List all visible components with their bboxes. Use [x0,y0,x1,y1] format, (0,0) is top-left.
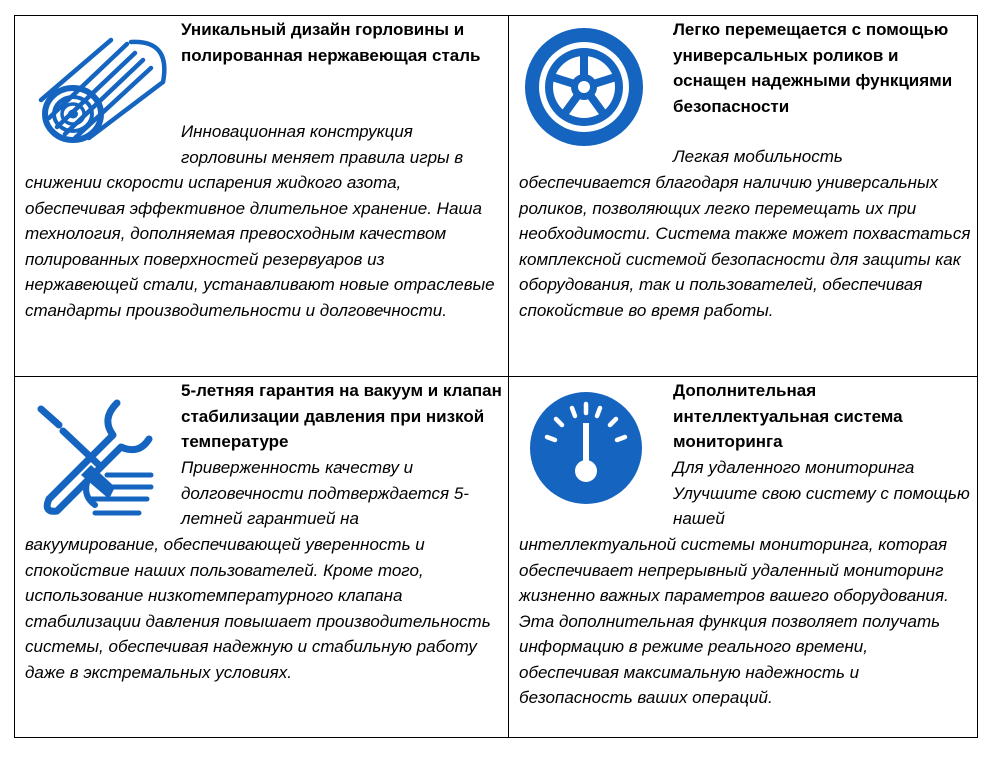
features-table [14,15,978,738]
feature-body-text: обеспечивается благодаря наличию универсальных роликов, позволяющих легко перемещать их при необходимости. Система также может похвастаться комплексной системой безопасности для защиты как оборудования, так и пользователей, обеспечивая спокойствие во время работы. [519,173,971,320]
feature-cell-warranty [15,377,508,737]
feature-cell-mobility [509,16,977,376]
feature-lead-text: Легкая мобильность [673,147,843,166]
gauge-icon [529,391,643,505]
wrench-screwdriver-icon [29,395,179,530]
steel-roll-icon [31,34,171,144]
feature-lead-text: Для удаленного мониторинга Улучшите свою систему с помощью нашей [673,458,970,528]
feature-cell-monitoring [509,377,977,737]
feature-body-text: вакуумирование, обеспечивающей уверенность и спокойствие наших пользователей. Кроме того, использование низкотемпературного клапана стабилизации давления повышает производительность системы, обеспечивая надежную и стабильную работу даже в экстремальных условиях. [25,535,491,682]
feature-cell-neck-design [15,16,508,376]
feature-heading: Легко перемещается с помощью универсальных роликов и оснащен надежными функциями безопасности [673,20,953,116]
feature-lead-text: Приверженность качеству и долговечности подтверждается 5-летней гарантией на [181,458,469,528]
feature-heading: 5-летняя гарантия на вакуум и клапан стабилизации давления при низкой температуре [181,381,502,451]
feature-body-text: снижении скорости испарения жидкого азота, обеспечивая эффективное длительное хранение. Наша технология, дополняемая превосходным качеством полированных поверхностей резервуаров из нержавеющей стали, устанавливают новые отраслевые стандарты производительности и долговечности. [25,173,495,320]
feature-heading: Уникальный дизайн горловины и полированная нержавеющая сталь [181,20,481,65]
feature-lead-text: Инновационная конструкция горловины меняет правила игры в [181,122,464,167]
feature-body-text: интеллектуальной системы мониторинга, которая обеспечивает непрерывный удаленный мониторинг жизненно важных параметров вашего оборудования. Эта дополнительная функция позволяет получать информацию в режиме реального времени, обеспечивая максимальную надежность и безопасность ваших операций. [519,535,949,707]
wheel-icon [523,26,645,148]
feature-heading: Дополнительная интеллектуальная система мониторинга [673,381,903,451]
